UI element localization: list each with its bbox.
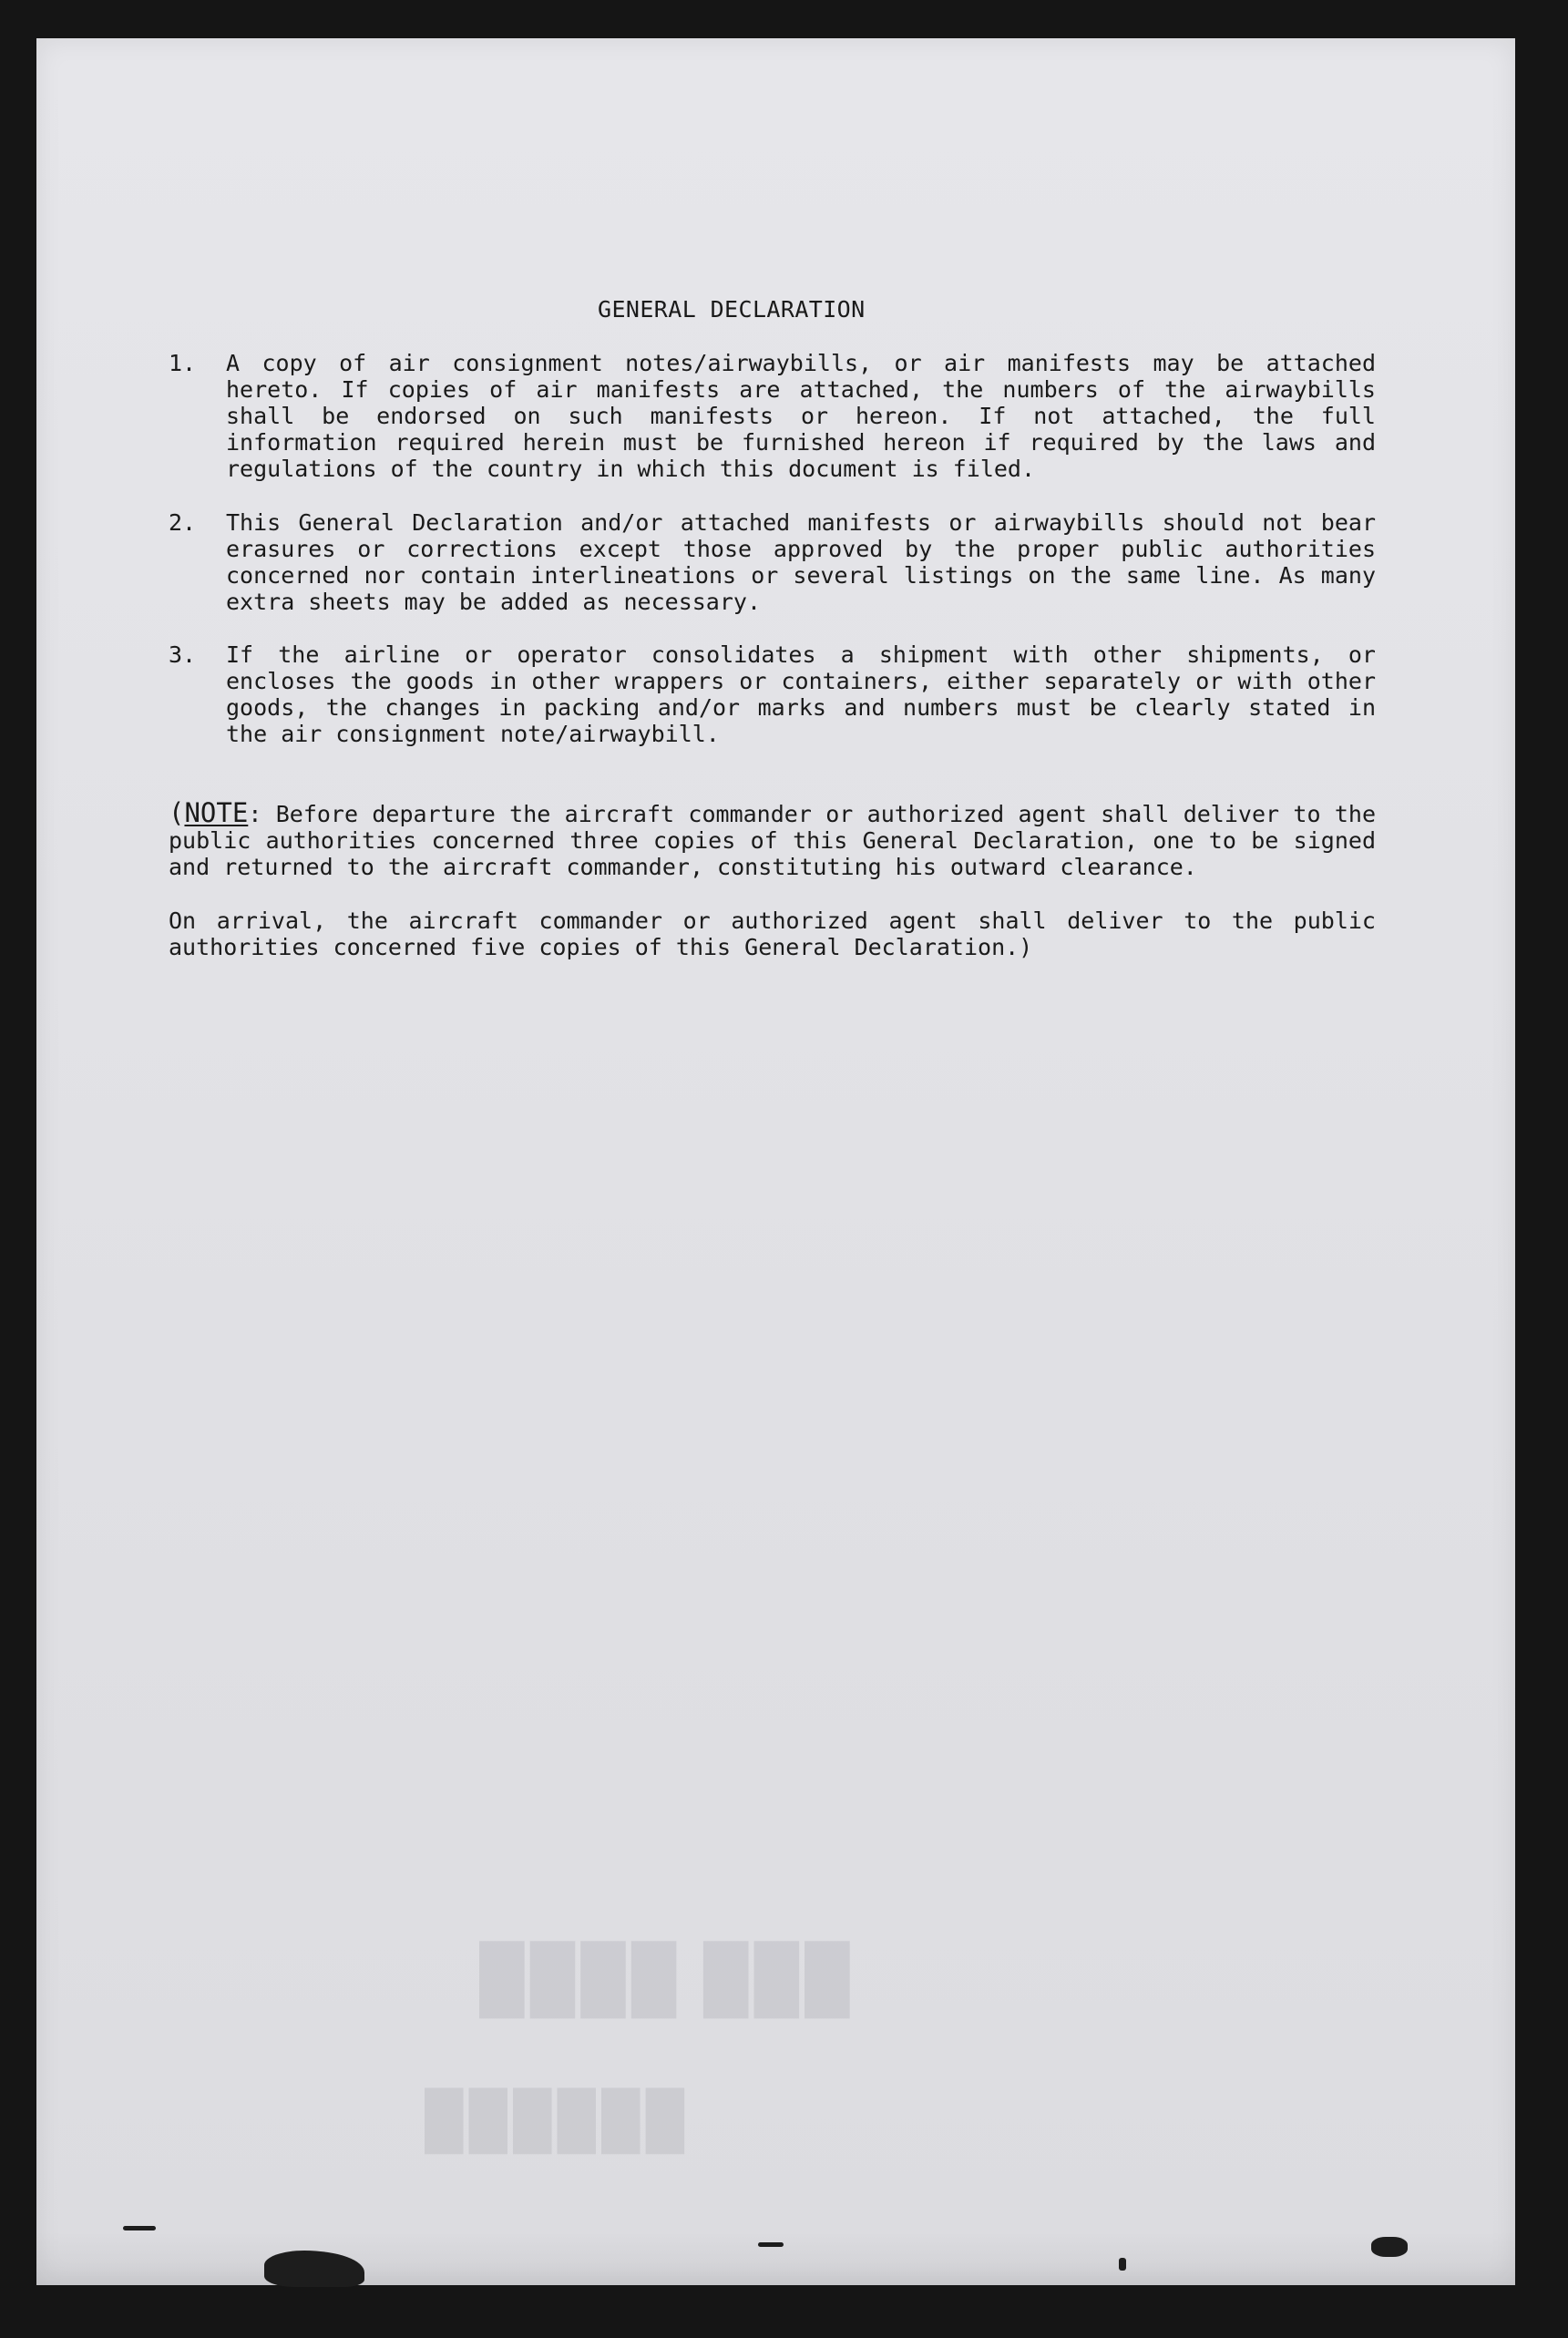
item-text: This General Declaration and/or attached manifests or airwaybills should not bear erasures or corrections except those approved by the proper public authorities concerned nor contain interlineations or several listings on the same line. As many extra sheets may be added as necessary. bbox=[226, 509, 1376, 615]
scan-blot bbox=[758, 2242, 784, 2247]
note-colon: : bbox=[248, 801, 262, 827]
item-text: If the airline or operator consolidates a shipment with other shipments, or encloses the goods in other wrappers or containers, either separately or with other goods, the changes in packing and/or marks and numbers must be clearly stated in the air consignment note/airwaybill. bbox=[226, 641, 1376, 747]
note-open-paren: ( bbox=[169, 797, 185, 828]
note-paragraph bbox=[169, 797, 1376, 880]
item-text: A copy of air consignment notes/airwaybills, or air manifests may be attached hereto. If copies of air manifests are attached, the numbers of the airwaybills shall be endorsed on such manifests or hereon. If not attached, the full information required herein must be furnished hereon if required by the laws and regulations of the country in which this document is filed. bbox=[226, 350, 1376, 482]
note-text: Before departure the aircraft commander or authorized agent shall deliver to the public authorities concerned three copies of this General Declaration, one to be signed and returned to the aircraft commander, constituting his outward clearance. bbox=[169, 801, 1376, 880]
item-number: 3. bbox=[169, 641, 197, 668]
bleed-through-mark: ███ ████ bbox=[474, 1943, 850, 2014]
arrival-paragraph: On arrival, the aircraft commander or authorized agent shall deliver to the public authorities concerned five copies of this General Declaration.) bbox=[169, 908, 1376, 960]
note-label: NOTE bbox=[184, 797, 249, 828]
item-number: 2. bbox=[169, 509, 197, 536]
document-title: GENERAL DECLARATION bbox=[598, 296, 866, 323]
scan-blot bbox=[123, 2226, 156, 2230]
scan-blot bbox=[1119, 2258, 1126, 2271]
bleed-through-mark: ██████ bbox=[419, 2089, 685, 2149]
item-number: 1. bbox=[169, 350, 197, 376]
scan-blot bbox=[1371, 2237, 1408, 2257]
